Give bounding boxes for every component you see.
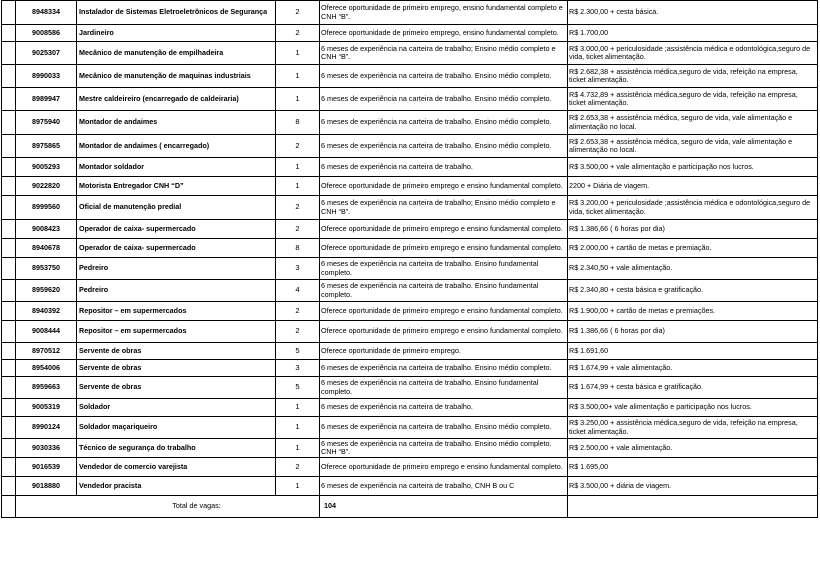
job-requirements: 6 meses de experiência na carteira de trabalho. Ensino médio completo.	[320, 417, 568, 439]
total-row	[2, 496, 818, 518]
job-code: 9018880	[16, 477, 77, 496]
job-requirements: 6 meses de experiência na carteira de trabalho. Ensino médio completo.	[320, 360, 568, 377]
job-requirements: 6 meses de experiência na carteira de trabalho, CNH B ou C	[320, 477, 568, 496]
row-blank-cell	[2, 343, 16, 360]
job-title: Servente de obras	[77, 377, 276, 399]
job-title: Repositor – em supermercados	[77, 321, 276, 343]
job-row	[2, 25, 818, 42]
job-code: 8948334	[16, 1, 77, 25]
vacancy-count: 1	[276, 439, 320, 458]
job-salary: R$ 4.732,89 + assistência médica,seguro de vida, refeição na empresa, ticket alimentação.	[568, 88, 818, 111]
job-code: 9005319	[16, 399, 77, 417]
job-row	[2, 399, 818, 417]
vacancy-count: 2	[276, 25, 320, 42]
job-requirements: 6 meses de experiência na carteira de trabalho. Ensino médio completo. CNH “B”.	[320, 439, 568, 458]
job-row	[2, 258, 818, 280]
row-blank-cell	[2, 42, 16, 65]
job-title: Pedreiro	[77, 258, 276, 280]
job-title: Operador de caixa- supermercado	[77, 239, 276, 258]
job-row	[2, 417, 818, 439]
row-blank-cell	[2, 399, 16, 417]
job-code: 8999560	[16, 196, 77, 220]
job-code: 9008444	[16, 321, 77, 343]
total-blank-cell	[2, 496, 16, 518]
job-row	[2, 1, 818, 25]
row-blank-cell	[2, 239, 16, 258]
row-blank-cell	[2, 135, 16, 158]
job-requirements: Oferece oportunidade de primeiro emprego e ensino fundamental completo.	[320, 239, 568, 258]
vacancy-count: 8	[276, 111, 320, 135]
row-blank-cell	[2, 220, 16, 239]
job-title: Vendedor de comercio varejista	[77, 458, 276, 477]
job-requirements: Oferece oportunidade de primeiro emprego e ensino fundamental completo.	[320, 302, 568, 321]
job-title: Vendedor pracista	[77, 477, 276, 496]
job-code: 9025307	[16, 42, 77, 65]
job-salary: R$ 2.340,80 + cesta básica e gratificação.	[568, 280, 818, 302]
total-value: 104	[320, 496, 568, 518]
row-blank-cell	[2, 258, 16, 280]
job-salary: R$ 1.674,99 + cesta básica e gratificação.	[568, 377, 818, 399]
job-salary: R$ 1.674,99 + vale alimentação.	[568, 360, 818, 377]
job-title: Montador de andaimes ( encarregado)	[77, 135, 276, 158]
job-salary: R$ 3.000,00 + periculosidade ;assistência médica e odontológica,seguro de vida, ticket alimentação.	[568, 42, 818, 65]
row-blank-cell	[2, 88, 16, 111]
job-row	[2, 65, 818, 88]
vacancy-count: 2	[276, 196, 320, 220]
job-salary: R$ 3.250,00 + assistência médica,seguro de vida, refeição na empresa, ticket alimentação.	[568, 417, 818, 439]
job-title: Soldador	[77, 399, 276, 417]
job-title: Montador de andaimes	[77, 111, 276, 135]
job-row	[2, 377, 818, 399]
job-requirements: Oferece oportunidade de primeiro emprego e ensino fundamental completo.	[320, 177, 568, 196]
vacancy-count: 2	[276, 458, 320, 477]
job-row	[2, 458, 818, 477]
job-title: Pedreiro	[77, 280, 276, 302]
job-salary: R$ 1.700,00	[568, 25, 818, 42]
job-title: Oficial de manutenção predial	[77, 196, 276, 220]
job-row	[2, 196, 818, 220]
job-code: 8975940	[16, 111, 77, 135]
job-salary: 2200 + Diária de viagem.	[568, 177, 818, 196]
job-requirements: Oferece oportunidade de primeiro emprego, ensino fundamental completo.	[320, 25, 568, 42]
vacancy-count: 3	[276, 360, 320, 377]
job-requirements: 6 meses de experiência na carteira de trabalho. Ensino médio completo.	[320, 111, 568, 135]
job-code: 9008423	[16, 220, 77, 239]
job-row	[2, 477, 818, 496]
job-salary: R$ 1.386,66 ( 6 horas por dia)	[568, 220, 818, 239]
job-code: 8970512	[16, 343, 77, 360]
job-requirements: 6 meses de experiência na carteira de trabalho. Ensino médio completo.	[320, 135, 568, 158]
job-requirements: Oferece oportunidade de primeiro emprego e ensino fundamental completo.	[320, 458, 568, 477]
job-title: Técnico de segurança do trabalho	[77, 439, 276, 458]
job-salary: R$ 2.500,00 + vale alimentação.	[568, 439, 818, 458]
job-requirements: 6 meses de experiência na carteira de trabalho. Ensino fundamental completo.	[320, 258, 568, 280]
vacancy-count: 1	[276, 65, 320, 88]
job-salary: R$ 3.500,00 + diária de viagem.	[568, 477, 818, 496]
row-blank-cell	[2, 458, 16, 477]
job-code: 8975865	[16, 135, 77, 158]
job-requirements: 6 meses de experiência na carteira de trabalho. Ensino médio completo.	[320, 88, 568, 111]
job-requirements: 6 meses de experiência na carteira de trabalho; Ensino médio completo e CNH “B”.	[320, 196, 568, 220]
job-code: 9005293	[16, 158, 77, 177]
job-row	[2, 302, 818, 321]
job-salary: R$ 2.653,38 + assistência médica, seguro de vida, vale alimentação e alimentação no local.	[568, 111, 818, 135]
row-blank-cell	[2, 321, 16, 343]
vacancy-count: 2	[276, 135, 320, 158]
job-row	[2, 135, 818, 158]
job-title: Servente de obras	[77, 360, 276, 377]
job-row	[2, 111, 818, 135]
job-requirements: Oferece oportunidade de primeiro emprego e ensino fundamental completo.	[320, 220, 568, 239]
job-salary: R$ 3.500,00+ vale alimentação e participação nos lucros.	[568, 399, 818, 417]
job-requirements: Oferece oportunidade de primeiro emprego.	[320, 343, 568, 360]
row-blank-cell	[2, 196, 16, 220]
job-row	[2, 42, 818, 65]
job-requirements: Oferece oportunidade de primeiro emprego e ensino fundamental completo.	[320, 321, 568, 343]
vacancy-count: 5	[276, 343, 320, 360]
job-code: 8959663	[16, 377, 77, 399]
job-row	[2, 177, 818, 196]
job-code: 8959620	[16, 280, 77, 302]
row-blank-cell	[2, 1, 16, 25]
job-salary: R$ 2.300,00 + cesta básica.	[568, 1, 818, 25]
row-blank-cell	[2, 177, 16, 196]
row-blank-cell	[2, 439, 16, 458]
row-blank-cell	[2, 65, 16, 88]
job-row	[2, 360, 818, 377]
vacancy-count: 2	[276, 220, 320, 239]
job-code: 8940678	[16, 239, 77, 258]
job-row	[2, 439, 818, 458]
job-title: Repositor – em supermercados	[77, 302, 276, 321]
job-salary: R$ 1.386,66 ( 6 horas por dia)	[568, 321, 818, 343]
job-title: Mecânico de manutenção de empilhadeira	[77, 42, 276, 65]
job-salary: R$ 3.200,00 + periculosidade ;assistência médica e odontológica,seguro de vida, ticket alimentação.	[568, 196, 818, 220]
row-blank-cell	[2, 477, 16, 496]
vacancy-count: 8	[276, 239, 320, 258]
job-requirements: 6 meses de experiência na carteira de trabalho. Ensino médio completo.	[320, 65, 568, 88]
job-salary: R$ 1.691,60	[568, 343, 818, 360]
job-code: 8953750	[16, 258, 77, 280]
vacancy-count: 1	[276, 399, 320, 417]
vacancy-count: 1	[276, 177, 320, 196]
job-code: 8990033	[16, 65, 77, 88]
job-salary: R$ 2.682,38 + assistência médica,seguro de vida, refeição na empresa, ticket alimentação.	[568, 65, 818, 88]
job-requirements: 6 meses de experiência na carteira de trabalho. Ensino fundamental completo.	[320, 377, 568, 399]
job-salary: R$ 3.500,00 + vale alimentação e participação nos lucros.	[568, 158, 818, 177]
job-salary: R$ 2.340,50 + vale alimentação.	[568, 258, 818, 280]
job-row	[2, 88, 818, 111]
total-label: Total de vagas:	[16, 496, 320, 518]
row-blank-cell	[2, 280, 16, 302]
job-requirements: 6 meses de experiência na carteira de trabalho. Ensino fundamental completo.	[320, 280, 568, 302]
job-code: 9008586	[16, 25, 77, 42]
job-title: Mestre caldeireiro (encarregado de caldeiraria)	[77, 88, 276, 111]
total-empty-cell	[568, 496, 818, 518]
vacancy-count: 2	[276, 321, 320, 343]
vacancy-count: 3	[276, 258, 320, 280]
vacancy-count: 1	[276, 88, 320, 111]
job-requirements: 6 meses de experiência na carteira de trabalho; Ensino médio completo e CNH “B”.	[320, 42, 568, 65]
job-salary: R$ 1.695,00	[568, 458, 818, 477]
job-title: Montador soldador	[77, 158, 276, 177]
job-title: Motorista Entregador CNH “D”	[77, 177, 276, 196]
vacancy-count: 2	[276, 1, 320, 25]
job-code: 9016539	[16, 458, 77, 477]
vacancy-count: 2	[276, 302, 320, 321]
job-title: Servente de obras	[77, 343, 276, 360]
row-blank-cell	[2, 111, 16, 135]
job-title: Soldador maçariqueiro	[77, 417, 276, 439]
job-title: Instalador de Sistemas Eletroeletrônicos de Segurança	[77, 1, 276, 25]
job-openings-table	[1, 0, 818, 518]
job-row	[2, 280, 818, 302]
job-code: 8990124	[16, 417, 77, 439]
job-title: Mecânico de manutenção de maquinas industriais	[77, 65, 276, 88]
row-blank-cell	[2, 302, 16, 321]
row-blank-cell	[2, 377, 16, 399]
job-row	[2, 220, 818, 239]
job-requirements: 6 meses de experiência na carteira de trabalho.	[320, 399, 568, 417]
job-requirements: Oferece oportunidade de primeiro emprego, ensino fundamental completo e CNH “B”.	[320, 1, 568, 25]
job-code: 8989947	[16, 88, 77, 111]
job-requirements: 6 meses de experiência na carteira de trabalho.	[320, 158, 568, 177]
vacancy-count: 1	[276, 477, 320, 496]
job-openings-body	[2, 1, 818, 496]
vacancy-count: 4	[276, 280, 320, 302]
job-code: 8940392	[16, 302, 77, 321]
job-salary: R$ 2.653,38 + assistência médica, seguro de vida, vale alimentação e alimentação no local.	[568, 135, 818, 158]
job-row	[2, 321, 818, 343]
row-blank-cell	[2, 158, 16, 177]
job-code: 9030336	[16, 439, 77, 458]
job-code: 9022820	[16, 177, 77, 196]
job-row	[2, 158, 818, 177]
row-blank-cell	[2, 417, 16, 439]
vacancy-count: 1	[276, 158, 320, 177]
vacancy-count: 1	[276, 42, 320, 65]
job-salary: R$ 2.000,00 + cartão de metas e premiação.	[568, 239, 818, 258]
job-title: Operador de caixa- supermercado	[77, 220, 276, 239]
vacancy-count: 1	[276, 417, 320, 439]
job-code: 8954006	[16, 360, 77, 377]
job-title: Jardineiro	[77, 25, 276, 42]
job-salary: R$ 1.900,00 + cartão de metas e premiações.	[568, 302, 818, 321]
vacancy-count: 5	[276, 377, 320, 399]
job-row	[2, 239, 818, 258]
row-blank-cell	[2, 25, 16, 42]
row-blank-cell	[2, 360, 16, 377]
job-row	[2, 343, 818, 360]
